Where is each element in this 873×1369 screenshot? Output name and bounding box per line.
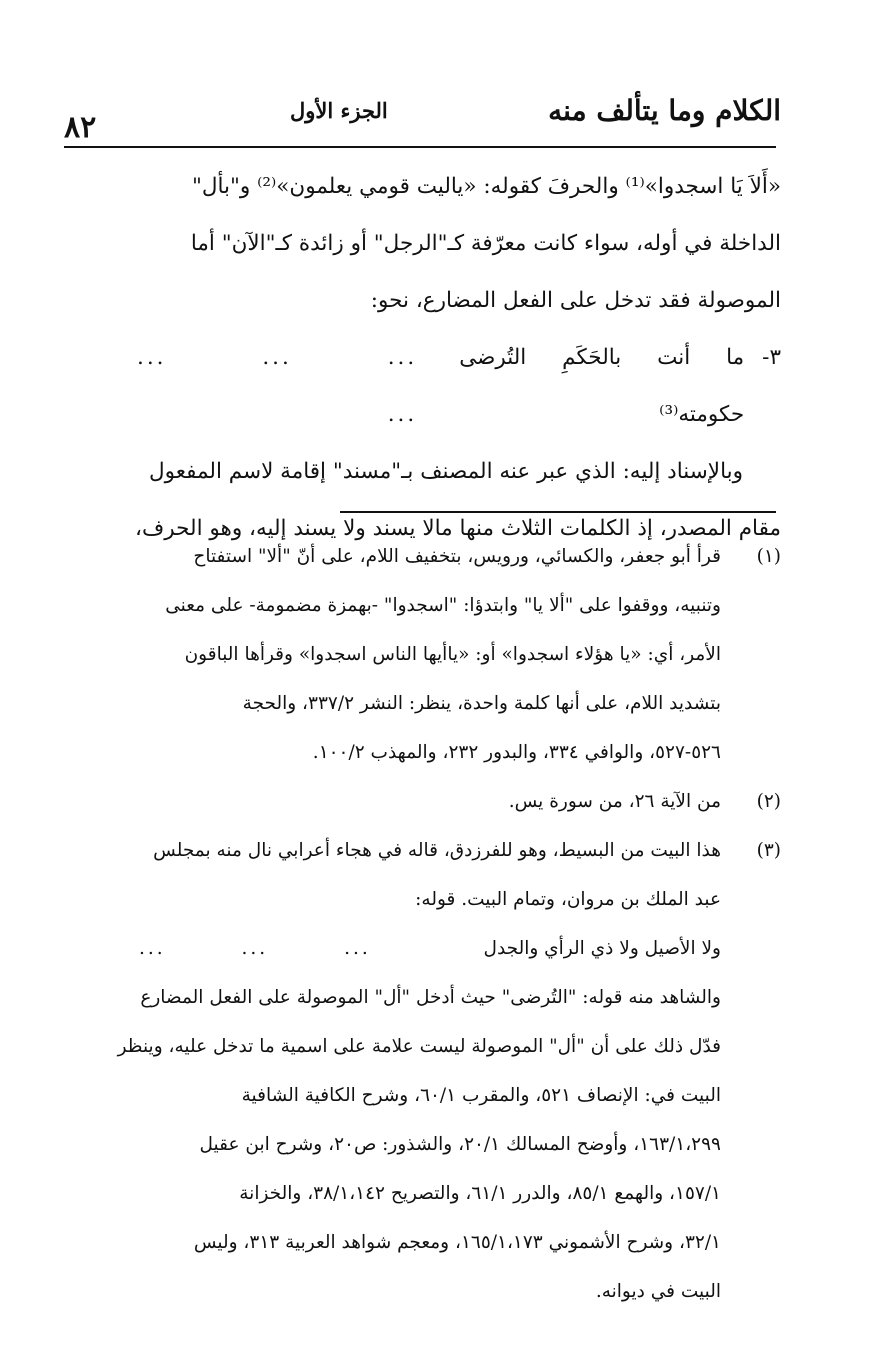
footnote-verse-ellipsis xyxy=(69,924,371,973)
header-rule xyxy=(64,146,776,148)
footnote-line: ٣٢/١، وشرح الأشموني ١٦٥/١،١٧٣، ومعجم شواهد العربية ٣١٣، وليس xyxy=(193,1232,721,1253)
body-line: مقام المصدر، إذ الكلمات الثلاث منها مالا يسند ولا يسند إليه، وهو الحرف، xyxy=(135,516,781,541)
footnote-text xyxy=(69,777,721,826)
part-label: الجزء الأول xyxy=(290,98,388,123)
verse-number: ٣- xyxy=(762,345,781,370)
ellipsis: ... xyxy=(387,402,418,427)
ellipsis: ... xyxy=(241,938,269,959)
body-line: «أَلاَ يَا اسجدوا»⁽¹⁾ والحرفَ كقوله: «ياليت قومي يعلمون»⁽²⁾ و"بأل" xyxy=(191,174,781,199)
footnote-line: من الآية ٢٦، من سورة يس. xyxy=(508,791,721,812)
footnote-line: البيت في ديوانه. xyxy=(595,1281,721,1302)
footnote-line: فدّل ذلك على أن "أل" الموصولة ليست علامة على اسمية ما تدخل عليه، وينظر xyxy=(117,1036,721,1057)
main-text xyxy=(91,158,781,557)
footnote-line: ٥٢٦-٥٢٧، والوافي ٣٣٤، والبدور ٢٣٢، والمهذب ١٠٠/٢. xyxy=(312,742,721,763)
body-line: الداخلة في أوله، سواء كانت معرّفة كـ"الرجل" أو زائدة كـ"الآن" أما xyxy=(190,231,781,256)
footnote-verse-text: ولا الأصيل ولا ذي الرأي والجدل xyxy=(483,938,721,959)
body-line: وبالإسناد إليه: الذي عبر عنه المصنف بـ"مسند" إقامة لاسم المفعول xyxy=(149,459,743,484)
footnote-line: البيت في: الإنصاف ٥٢١، والمقرب ٦٠/١، وشرح الكافية الشافية xyxy=(241,1085,721,1106)
body-line: الموصولة فقد تدخل على الفعل المضارع، نحو: xyxy=(370,288,781,313)
verse-line xyxy=(91,329,781,443)
footnote-line: وتنبيه، ووقفوا على "ألا يا" وابتدؤا: "اسجدوا" -بهمزة مضمومة- على معنى xyxy=(165,595,721,616)
footnote-line: هذا البيت من البسيط، وهو للفرزدق، قاله في هجاء أعرابي نال منه بمجلس xyxy=(153,840,721,861)
footnote-line: ١٦٣/١،٢٩٩، وأوضح المسالك ٢٠/١، والشذور: ص٢٠، وشرح ابن عقيل xyxy=(199,1134,721,1155)
verse-text: ما أنت بالحَكَمِ التُرضى حكومته⁽³⁾ xyxy=(459,345,745,427)
footnote-3 xyxy=(69,826,781,1316)
footnote-separator xyxy=(340,511,776,513)
footnote-number: (٣) xyxy=(756,840,781,861)
footnote-2 xyxy=(69,777,781,826)
ellipsis: ... xyxy=(139,938,166,959)
page-number: ٨٢ xyxy=(64,110,97,145)
footnote-line: ١٥٧/١، والهمع ٨٥/١، والدرر ٦١/١، والتصريح ٣٨/١،١٤٢، والخزانة xyxy=(239,1183,721,1204)
footnote-line: عبد الملك بن مروان، وتمام البيت. قوله: xyxy=(415,889,721,910)
running-title: الكلام وما يتألف منه xyxy=(548,94,781,127)
footnote-text xyxy=(69,532,721,777)
footnote-number: (١) xyxy=(756,546,781,567)
footnote-number: (٢) xyxy=(756,791,781,812)
footnote-line: بتشديد اللام، على أنها كلمة واحدة، ينظر: النشر ٣٣٧/٢، والحجة xyxy=(242,693,721,714)
footnote-text xyxy=(69,826,721,1316)
footnotes xyxy=(69,532,781,1316)
ellipsis: ... xyxy=(387,345,418,370)
ellipsis: ... xyxy=(137,345,167,370)
ellipsis: ... xyxy=(344,938,371,959)
footnote-verse xyxy=(69,924,721,973)
verse-ellipsis xyxy=(91,329,417,443)
footnote-1 xyxy=(69,532,781,777)
footnote-line: والشاهد منه قوله: "التُرضى" حيث أدخل "أل" الموصولة على الفعل المضارع xyxy=(140,987,721,1008)
footnote-line: قرأ أبو جعفر، والكسائي، ورويس، بتخفيف اللام، على أنّ "ألا" استفتاح xyxy=(193,546,721,567)
footnote-line: الأمر، أي: «يا هؤلاء اسجدوا» أو: «ياأيها الناس اسجدوا» وقرأها الباقون xyxy=(184,644,721,665)
ellipsis: ... xyxy=(262,345,292,370)
